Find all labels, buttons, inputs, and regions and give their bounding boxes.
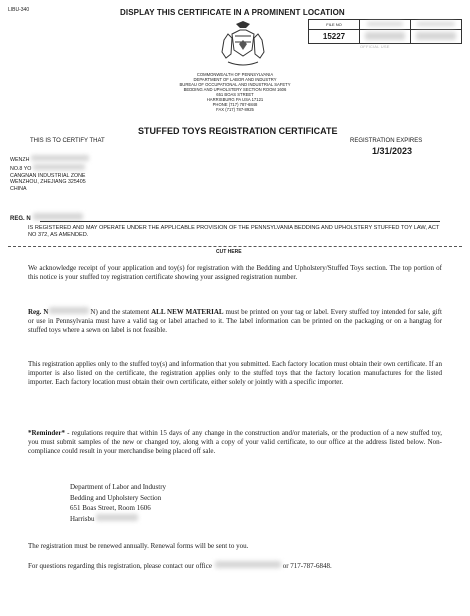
- reminder-paragraph: *Reminder* - regulations require that within 15 days of any change in the construction and/or materials, or the production of a new stuffed toy, you must submit samples of the new or changed toy, along with a copy of your valid certificate, to our office at the address listed below. Non-compliance could result in your merchandise being placed off sale.: [28, 429, 442, 455]
- address-line: WENZH: [10, 157, 30, 163]
- certificate-title: STUFFED TOYS REGISTRATION CERTIFICATE: [138, 126, 338, 136]
- invoice-date-value: [411, 30, 462, 44]
- department-line: BUREAU OF OCCUPATIONAL AND INDUSTRIAL SAFETY: [179, 82, 291, 87]
- registrant-address: [10, 155, 89, 193]
- address-line: NO.8 YO: [10, 165, 32, 172]
- cut-here-label: CUT HERE: [216, 249, 242, 255]
- form-code: LIBU-340: [8, 7, 30, 13]
- address-line: CANGNAN INDUSTRIAL ZONE: [10, 172, 86, 179]
- official-use-label: OFFICIAL USE: [360, 44, 390, 49]
- mailing-address: [70, 482, 166, 524]
- law-statement: IS REGISTERED AND MAY OPERATE UNDER THE APPLICABLE PROVISION OF THE PENNSYLVANIA BEDDING AND UPHOLSTERY STUFFED TOY LAW, ACT NO 372, AS AMENDED.: [28, 225, 440, 238]
- expiration-date: 1/31/2023: [372, 146, 413, 156]
- address-line: WENZHOU, ZHEJIANG 325405: [10, 179, 86, 186]
- file-info-table: [308, 19, 462, 44]
- acknowledgement-paragraph: We acknowledge receipt of your application and toy(s) for registration with the Bedding and Upholstery/Stuffed Toys section. The top portion of this notice is your stuffed toy registration certificate showing your assigned registration number.: [28, 264, 442, 281]
- mailing-address-line: 651 Boas Street, Room 1606: [70, 504, 151, 513]
- file-no-header: FILE NO: [309, 20, 360, 30]
- file-no-value: 15227: [309, 30, 360, 44]
- cut-line: [8, 246, 462, 247]
- registration-number: REG. N: [10, 213, 83, 222]
- pennsylvania-seal-icon: [218, 20, 268, 70]
- department-line: HARRISBURG PA USA 17121: [206, 97, 264, 102]
- invoice-no-value: [360, 30, 411, 44]
- registration-divider: [40, 221, 440, 222]
- mailing-address-line: Bedding and Upholstery Section: [70, 493, 162, 502]
- contact-paragraph: For questions regarding this registration, please contact our office or 717-787-6848.: [28, 562, 332, 570]
- certify-statement: THIS IS TO CERTIFY THAT: [30, 138, 105, 144]
- department-line: BEDDING AND UPHOLSTERY SECTION ROOM 1606: [183, 87, 287, 92]
- address-line: CHINA: [10, 186, 27, 193]
- mailing-address-line: Harrisbu: [70, 514, 95, 523]
- applicability-paragraph: This registration applies only to the stuffed toy(s) and information that you submitted. Each factory location must obtain their own certificate. If an importer is also listed on the certificate, the registration applies only to the stuffed toys that the factory location manufactures for the listed importer. Each factory location must obtain their own certificate, either solely or jointly with a specific importer.: [28, 360, 442, 386]
- department-line: FAX (717) 787-8925: [216, 107, 254, 112]
- department-line: PHONE (717) 787-6848: [212, 102, 258, 107]
- department-line: DEPARTMENT OF LABOR AND INDUSTRY: [193, 77, 277, 82]
- invoice-date-header: [411, 20, 462, 30]
- department-line: COMMONWEALTH OF PENNSYLVANIA: [196, 72, 274, 77]
- department-block: [160, 72, 310, 112]
- expiration-label: REGISTRATION EXPIRES: [350, 138, 423, 144]
- renewal-notice: The registration must be renewed annually. Renewal forms will be sent to you.: [28, 542, 249, 550]
- label-requirement-paragraph: Reg. N N) and the statement ALL NEW MATERIAL must be printed on your tag or label. Every stuffed toy intended for sale, gift or use in Pennsylvania must have a valid tag or label attached to it. The label information can be printed on the packaging or on a hangtag for stuffed toys where a sewn on label is not feasible.: [28, 308, 442, 334]
- certificate-heading: DISPLAY THIS CERTIFICATE IN A PROMINENT LOCATION: [120, 8, 345, 17]
- invoice-no-header: [360, 20, 411, 30]
- mailing-address-line: Department of Labor and Industry: [70, 483, 167, 491]
- department-line: 651 BOAS STREET: [216, 92, 254, 97]
